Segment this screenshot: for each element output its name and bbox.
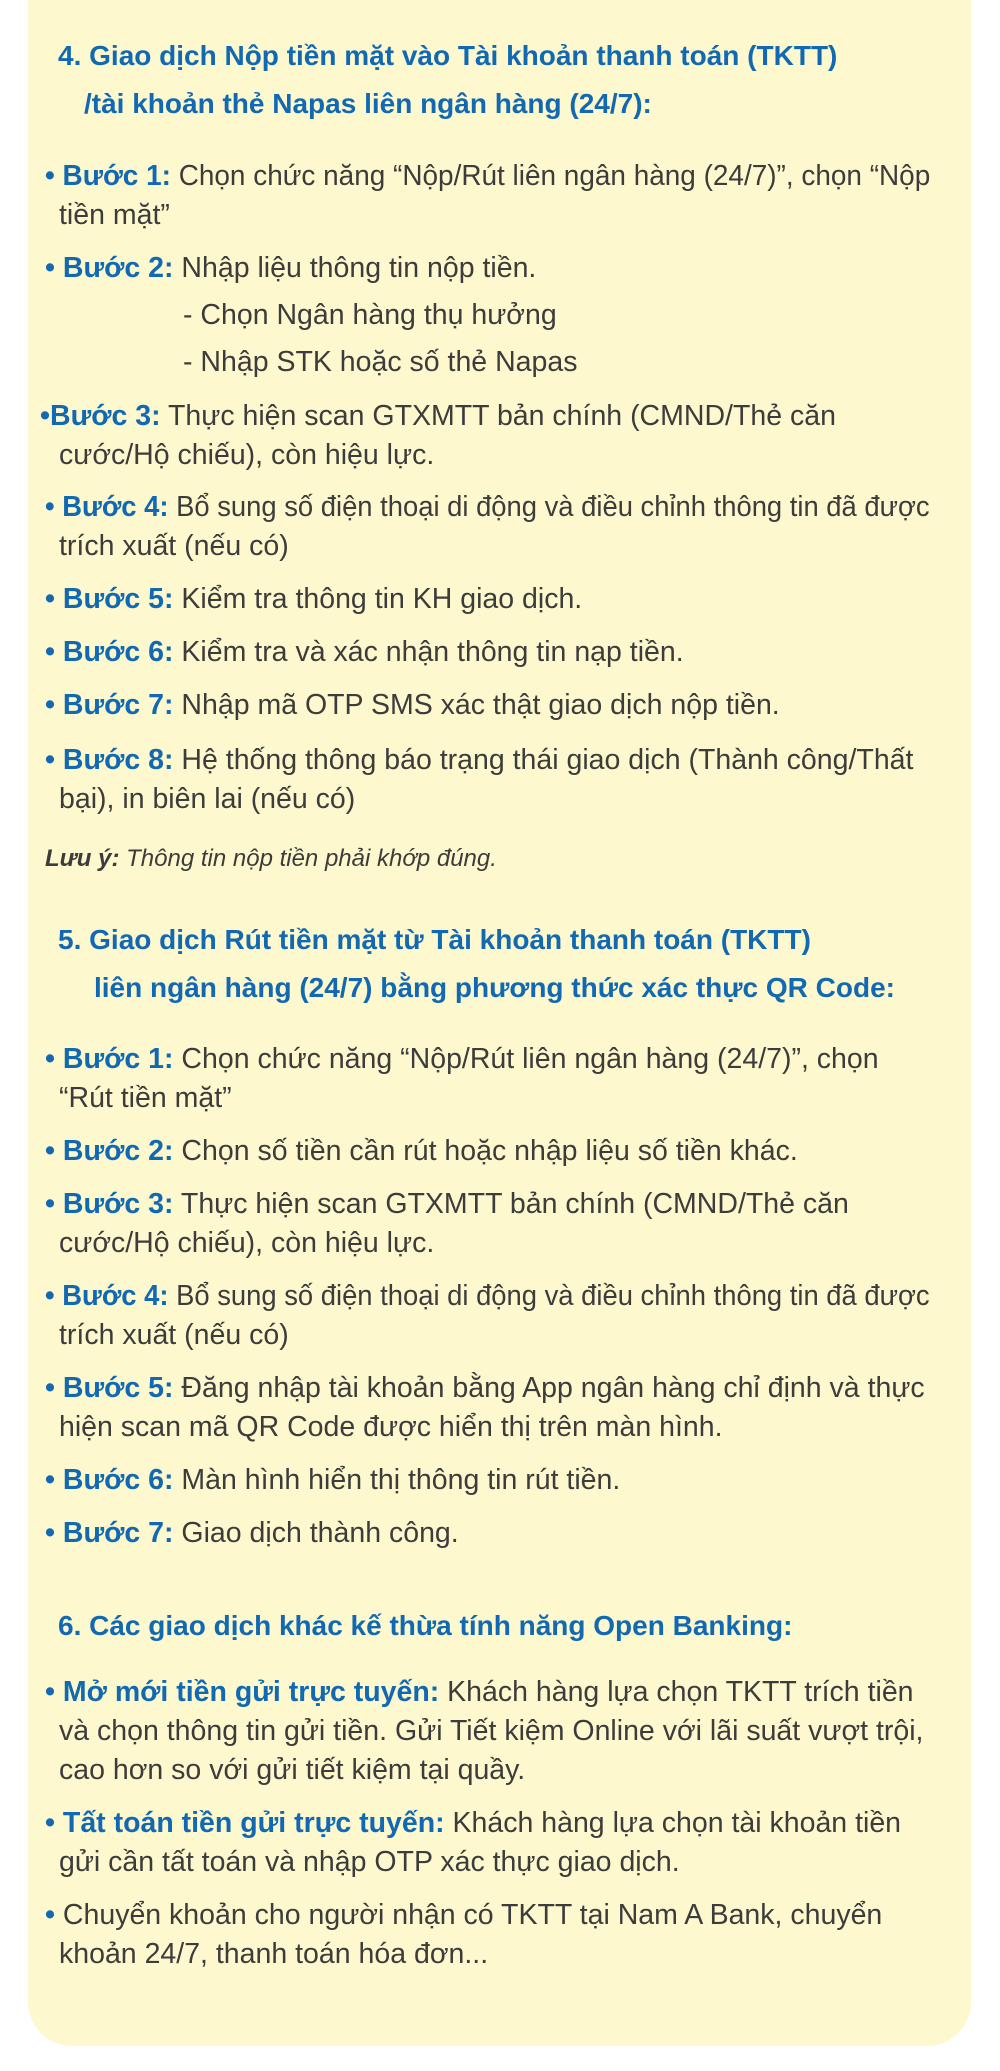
s5-step-5: • Bước 5: Đăng nhập tài khoản bằng App ngân hàng chỉ định và thực hiện scan mã QR Code được hiển thị trên màn hình. xyxy=(45,1372,925,1443)
s5-step-2: • Bước 2: Chọn số tiền cần rút hoặc nhập liệu số tiền khác. xyxy=(45,1135,798,1167)
s5-step-7: • Bước 7: Giao dịch thành công. xyxy=(45,1517,459,1549)
s5-step-3: • Bước 3: Thực hiện scan GTXMTT bản chính (CMND/Thẻ căn cước/Hộ chiếu), còn hiệu lực. xyxy=(45,1188,849,1259)
s6-item-online-deposit: • Mở mới tiền gửi trực tuyến: Khách hàng lựa chọn TKTT trích tiền và chọn thông tin gửi tiền. Gửi Tiết kiệm Online với lãi suất vượt trội, cao hơn so với gửi tiết kiệm tại quầy. xyxy=(45,1676,924,1786)
s4-step-8: • Bước 8: Hệ thống thông báo trạng thái giao dịch (Thành công/Thất bại), in biên lai (nếu có) xyxy=(45,744,914,815)
s4-step-6: • Bước 6: Kiểm tra và xác nhận thông tin nạp tiền. xyxy=(45,636,684,668)
s5-step-1: • Bước 1: Chọn chức năng “Nộp/Rút liên ngân hàng (24/7)”, chọn “Rút tiền mặt” xyxy=(45,1043,879,1114)
section-4-title: 4. Giao dịch Nộp tiền mặt vào Tài khoản thanh toán (TKTT) /tài khoản thẻ Napas liên ngân hàng (24/7): xyxy=(58,40,838,119)
s4-step-1: • Bước 1: Chọn chức năng “Nộp/Rút liên ngân hàng (24/7)”, chọn “Nộp tiền mặt” xyxy=(45,160,931,231)
section-6-title: 6. Các giao dịch khác kế thừa tính năng Open Banking: xyxy=(58,1610,793,1641)
s4-note: Lưu ý: Thông tin nộp tiền phải khớp đúng. xyxy=(45,845,497,872)
s5-step-4: • Bước 4: Bổ sung số điện thoại di động và điều chỉnh thông tin đã được trích xuất (nếu có) xyxy=(45,1280,930,1351)
section-5-title: 5. Giao dịch Rút tiền mặt từ Tài khoản thanh toán (TKTT) liên ngân hàng (24/7) bằng phương thức xác thực QR Code: xyxy=(58,924,896,1003)
s6-item-online-settlement: • Tất toán tiền gửi trực tuyến: Khách hàng lựa chọn tài khoản tiền gửi cần tất toán và nhập OTP xác thực giao dịch. xyxy=(45,1807,902,1878)
s4-step-4: • Bước 4: Bổ sung số điện thoại di động và điều chỉnh thông tin đã được trích xuất (nếu có) xyxy=(45,491,930,562)
s5-step-6: • Bước 6: Màn hình hiển thị thông tin rút tiền. xyxy=(45,1464,621,1496)
s6-item-transfer: • Chuyển khoản cho người nhận có TKTT tại Nam A Bank, chuyển khoản 24/7, thanh toán hóa đơn... xyxy=(45,1899,883,1970)
s4-step-3: •Bước 3: Thực hiện scan GTXMTT bản chính (CMND/Thẻ căn cước/Hộ chiếu), còn hiệu lực. xyxy=(40,400,836,471)
s4-step-5: • Bước 5: Kiểm tra thông tin KH giao dịch. xyxy=(45,583,583,615)
s4-step-7: • Bước 7: Nhập mã OTP SMS xác thật giao dịch nộp tiền. xyxy=(45,689,780,721)
s4-step-2: • Bước 2: Nhập liệu thông tin nộp tiền. - Chọn Ngân hàng thụ hưởng - Nhập STK hoặc số thẻ Napas xyxy=(45,252,578,378)
